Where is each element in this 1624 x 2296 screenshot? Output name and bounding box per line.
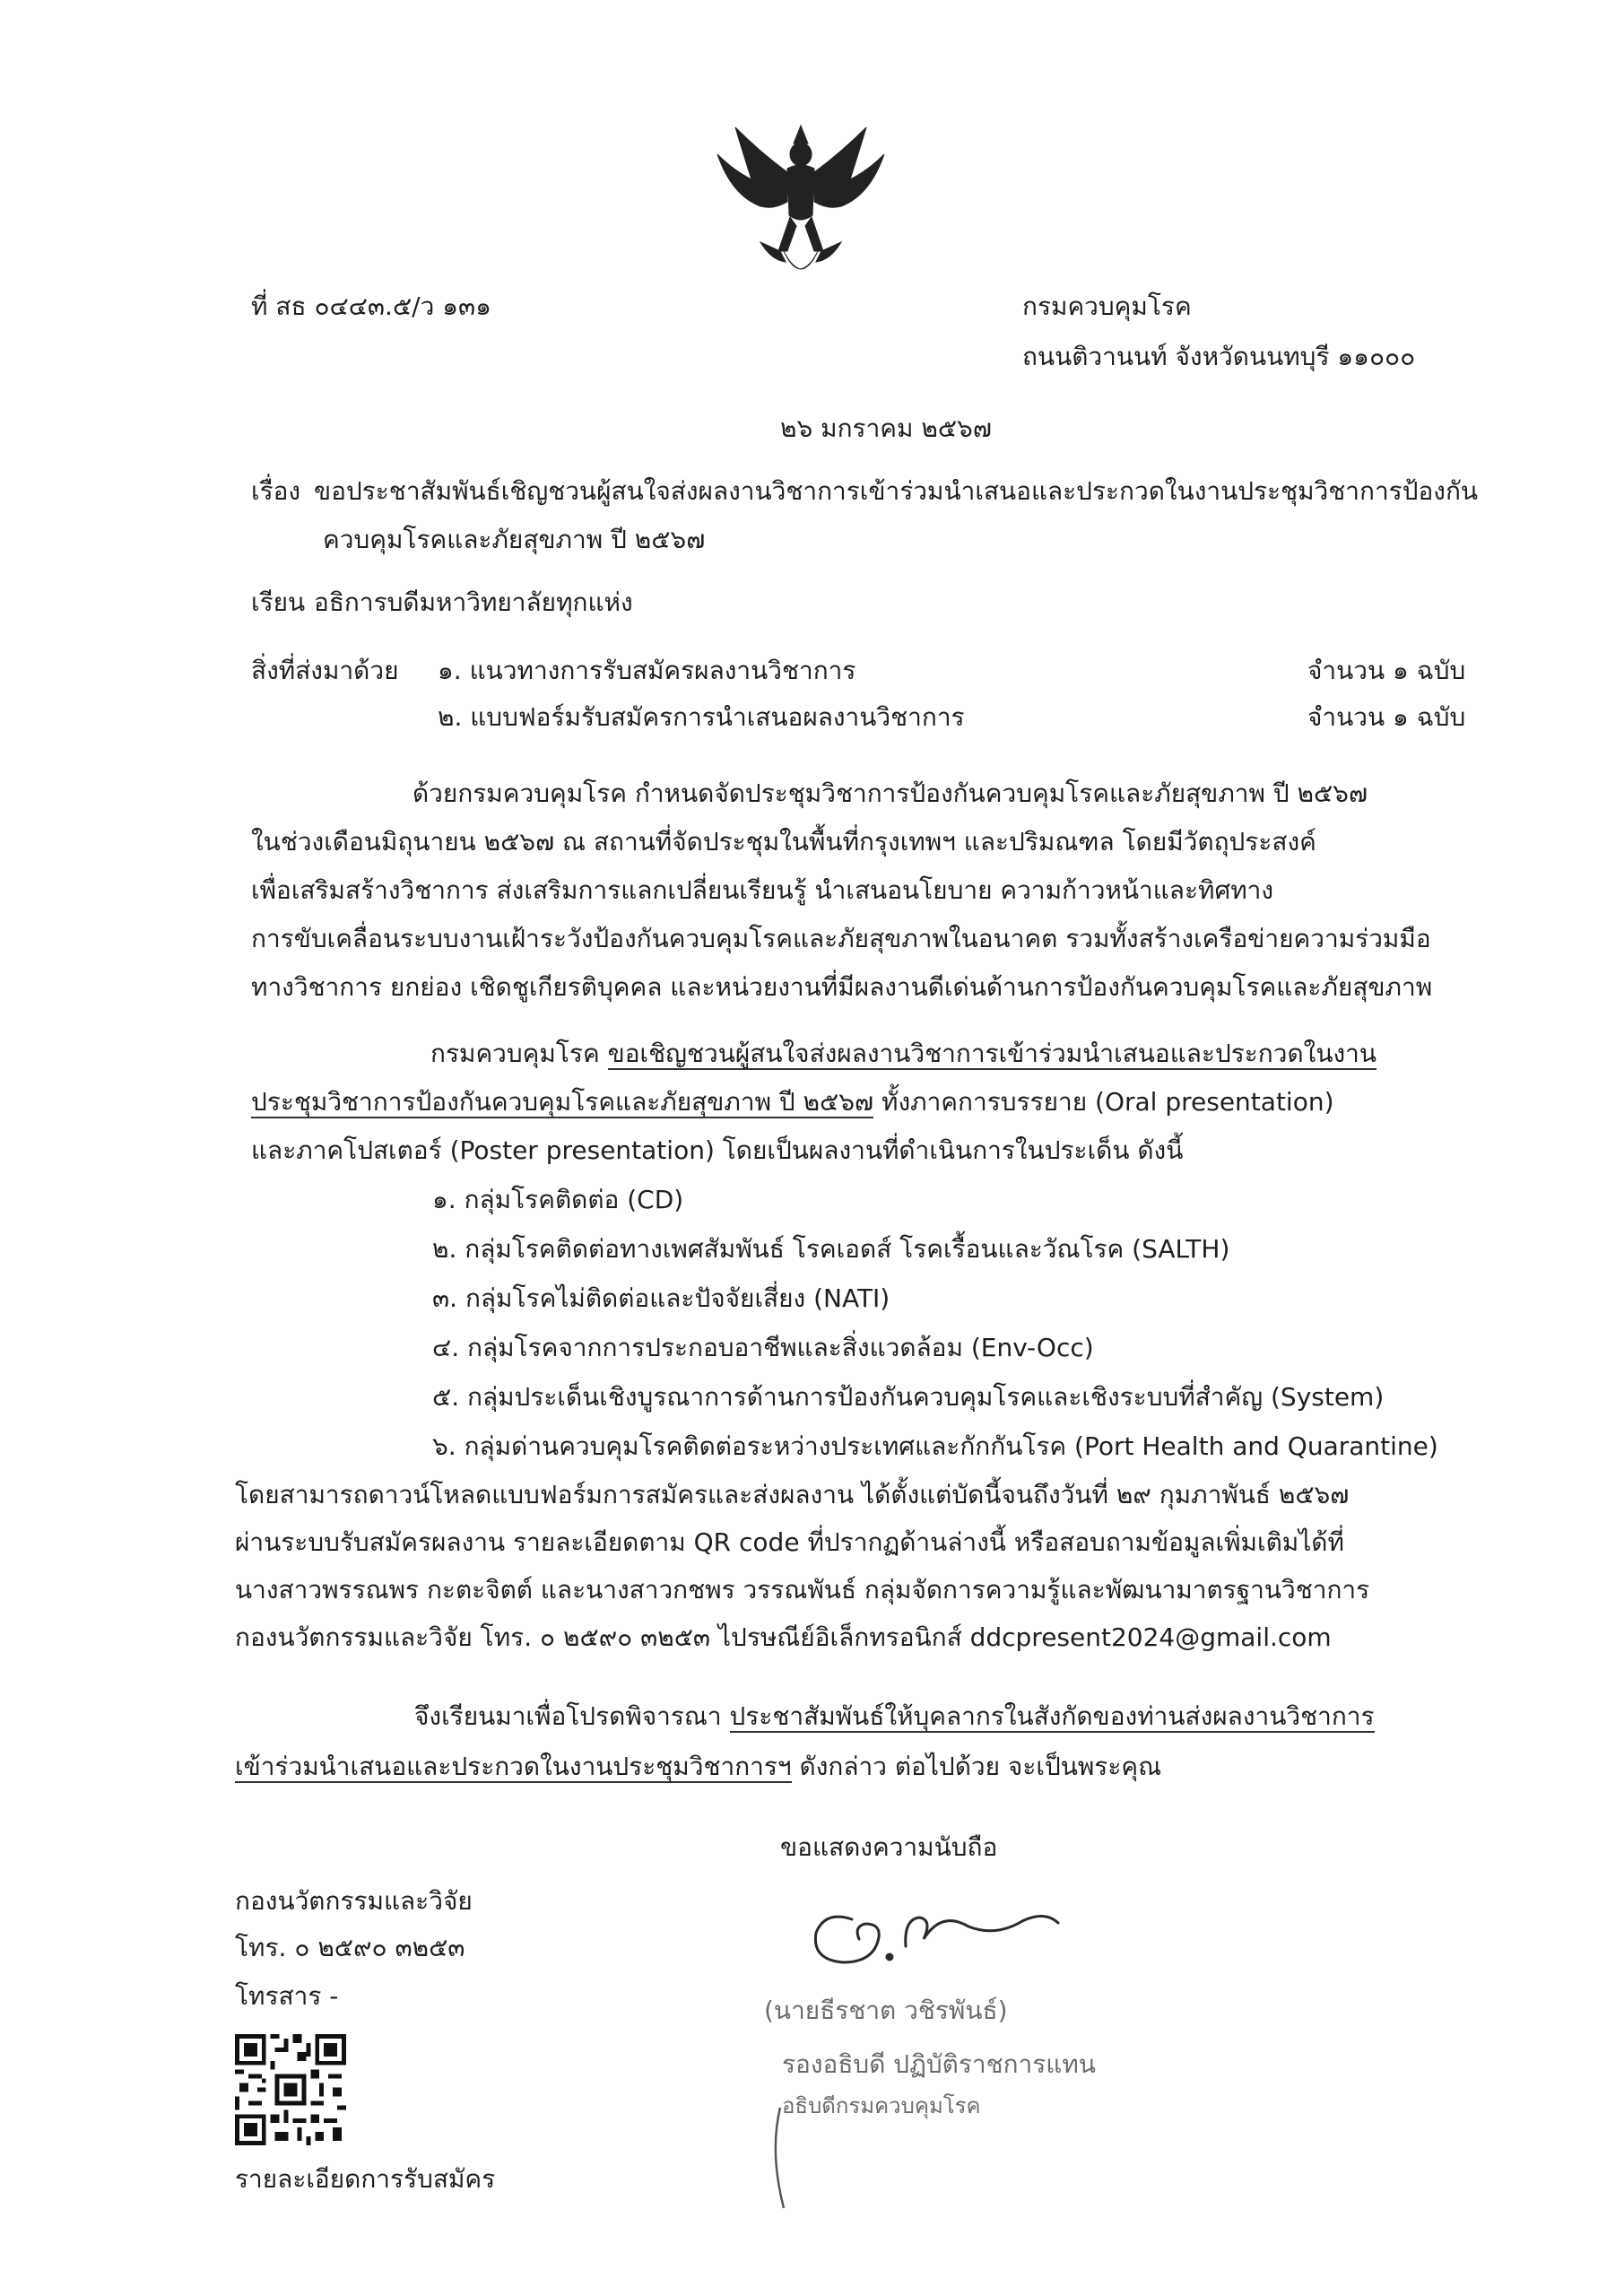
contact-fax: โทรสาร - <box>235 1981 339 2011</box>
signatory-position-2: อธิบดีกรมควบคุมโรค <box>782 2093 981 2118</box>
paragraph-2-line-3: และภาคโปสเตอร์ (Poster presentation) โดยเป็นผลงานที่ดำเนินการในประเด็น ดังนี้ <box>251 1135 1184 1165</box>
list-item: ๕. กลุ่มประเด็นเชิงบูรณาการด้านการป้องกันควบคุมโรคและเชิงระบบที่สำคัญ (System) <box>432 1382 1385 1412</box>
paragraph-2-text: กรมควบคุมโรค <box>430 1039 608 1068</box>
paragraph-2-line-2 <box>251 1078 1453 1126</box>
enclosure-item-2: ๒. แบบฟอร์มรับสมัครการนำเสนอผลงานวิชาการ <box>438 702 965 732</box>
paragraph-3-line: ผ่านระบบรับสมัครผลงาน รายละเอียดตาม QR code ที่ปรากฏด้านล่างนี้ หรือสอบถามข้อมูลเพิ่มเติมได้ที่ <box>235 1527 1344 1557</box>
paragraph-2-underlined: ขอเชิญชวนผู้สนใจส่งผลงานวิชาการเข้าร่วมนำเสนอและประกวดในงาน <box>607 1039 1377 1068</box>
issuing-agency: กรมควบคุมโรค <box>1022 291 1192 321</box>
reference-number: ที่ สธ ๐๔๔๓.๕/ว ๑๓๑ <box>251 291 491 321</box>
paragraph-2-line-1 <box>251 1030 1453 1078</box>
paragraph-1-line: เพื่อเสริมสร้างวิชาการ ส่งเสริมการแลกเปลี่ยนเรียนรู้ นำเสนอนโยบาย ความก้าวหน้าและทิศทาง <box>251 875 1274 905</box>
enclosure-qty-2: จำนวน ๑ ฉบับ <box>1307 702 1466 732</box>
list-item: ๔. กลุ่มโรคจากการประกอบอาชีพและสิ่งแวดล้อม (Env-Occ) <box>432 1333 1094 1362</box>
subject-label: เรื่อง <box>251 476 301 506</box>
group-list <box>432 1175 1455 1471</box>
list-item: ๓. กลุ่มโรคไม่ติดต่อและปัจจัยเสี่ยง (NATI) <box>432 1283 890 1313</box>
paragraph-4-underlined: ประชาสัมพันธ์ให้บุคลากรในสังกัดของท่านส่งผลงานวิชาการ <box>729 1701 1375 1731</box>
enclosure-qty-1: จำนวน ๑ ฉบับ <box>1307 656 1466 685</box>
paragraph-1-line: ทางวิชาการ ยกย่อง เชิดชูเกียรติบุคคล และหน่วยงานที่มีผลงานดีเด่นด้านการป้องกันควบคุมโรคและภัยสุขภาพ <box>251 972 1433 1002</box>
contact-division: กองนวัตกรรมและวิจัย <box>235 1886 473 1916</box>
paragraph-4-underlined: เข้าร่วมนำเสนอและประกวดในงานประชุมวิชาการฯ <box>235 1752 792 1781</box>
paragraph-4-line-2 <box>235 1742 1455 1792</box>
subject-line-1: ขอประชาสัมพันธ์เชิญชวนผู้สนใจส่งผลงานวิชาการเข้าร่วมนำเสนอและประกวดในงานประชุมวิชาการป้องกัน <box>314 476 1479 506</box>
qr-caption: รายละเอียดการรับสมัคร <box>235 2164 496 2194</box>
paragraph-4-line-1 <box>235 1692 1455 1742</box>
paragraph-1 <box>251 770 1453 1012</box>
paragraph-4-text: จึงเรียนมาเพื่อโปรดพิจารณา <box>414 1701 730 1731</box>
addressee-text: อธิการบดีมหาวิทยาลัยทุกแห่ง <box>314 587 633 617</box>
garuda-emblem-icon <box>698 117 904 296</box>
paragraph-1-line: ในช่วงเดือนมิถุนายน ๒๕๖๗ ณ สถานที่จัดประชุมในพื้นที่กรุงเทพฯ และปริมณฑล โดยมีวัตถุประสงค์ <box>251 827 1316 857</box>
paragraph-1-line: ด้วยกรมควบคุมโรค กำหนดจัดประชุมวิชาการป้องกันควบคุมโรคและภัยสุขภาพ ปี ๒๕๖๗ <box>413 778 1368 808</box>
list-item: ๖. กลุ่มด่านควบคุมโรคติดต่อระหว่างประเทศและกักกันโรค (Port Health and Quarantine) <box>432 1431 1438 1461</box>
list-item: ๒. กลุ่มโรคติดต่อทางเพศสัมพันธ์ โรคเอดส์ โรคเรื้อนและวัณโรค (SALTH) <box>432 1234 1230 1264</box>
signatory-position-1: รองอธิบดี ปฏิบัติราชการแทน <box>782 2049 1096 2079</box>
paragraph-3-line: นางสาวพรรณพร กะตะจิตต์ และนางสาวกชพร วรรณพันธ์ กลุ่มจัดการความรู้และพัฒนามาตรฐานวิชาการ <box>235 1575 1370 1605</box>
paragraph-1-line: การขับเคลื่อนระบบงานเฝ้าระวังป้องกันควบคุมโรคและภัยสุขภาพในอนาคต รวมทั้งสร้างเครือข่ายความร่วมมือ <box>251 924 1431 953</box>
document-date: ๒๖ มกราคม ๒๕๖๗ <box>780 413 992 443</box>
paragraph-2-text: ทั้งภาคการบรรยาย (Oral presentation) <box>873 1087 1334 1117</box>
signature-image <box>789 1883 1076 1982</box>
paragraph-3-line: กองนวัตกรรมและวิจัย โทร. ๐ ๒๕๙๐ ๓๒๕๓ ไปรษณีย์อิเล็กทรอนิกส์ ddcpresent2024@gmail.com <box>235 1622 1332 1652</box>
paragraph-3-line: โดยสามารถดาวน์โหลดแบบฟอร์มการสมัครและส่งผลงาน ได้ตั้งแต่บัดนี้จนถึงวันที่ ๒๙ กุมภาพันธ์ ๒๕๖๗ <box>235 1480 1350 1509</box>
signatory-name: (นายธีรชาต วชิรพันธ์) <box>764 1996 1008 2025</box>
subject-line-2: ควบคุมโรคและภัยสุขภาพ ปี ๒๕๖๗ <box>323 525 706 554</box>
paragraph-3 <box>235 1471 1455 1661</box>
paragraph-4 <box>235 1692 1455 1792</box>
closing-salutation: ขอแสดงความนับถือ <box>780 1832 998 1862</box>
list-item: ๑. กลุ่มโรคติดต่อ (CD) <box>432 1185 684 1214</box>
paragraph-4-text: ดังกล่าว ต่อไปด้วย จะเป็นพระคุณ <box>791 1752 1162 1781</box>
contact-phone: โทร. ๐ ๒๕๙๐ ๓๒๕๓ <box>235 1933 465 1962</box>
enclosures-label: สิ่งที่ส่งมาด้วย <box>251 656 399 685</box>
paragraph-2-underlined: ประชุมวิชาการป้องกันควบคุมโรคและภัยสุขภาพ ปี ๒๕๖๗ <box>251 1087 874 1117</box>
enclosure-item-1: ๑. แนวทางการรับสมัครผลงานวิชาการ <box>438 656 856 685</box>
paragraph-2 <box>251 1030 1453 1175</box>
addressee-label: เรียน <box>251 587 306 617</box>
registration-qr-code[interactable] <box>235 2034 346 2145</box>
agency-address: ถนนติวานนท์ จังหวัดนนทบุรี ๑๑๐๐๐ <box>1022 342 1416 371</box>
